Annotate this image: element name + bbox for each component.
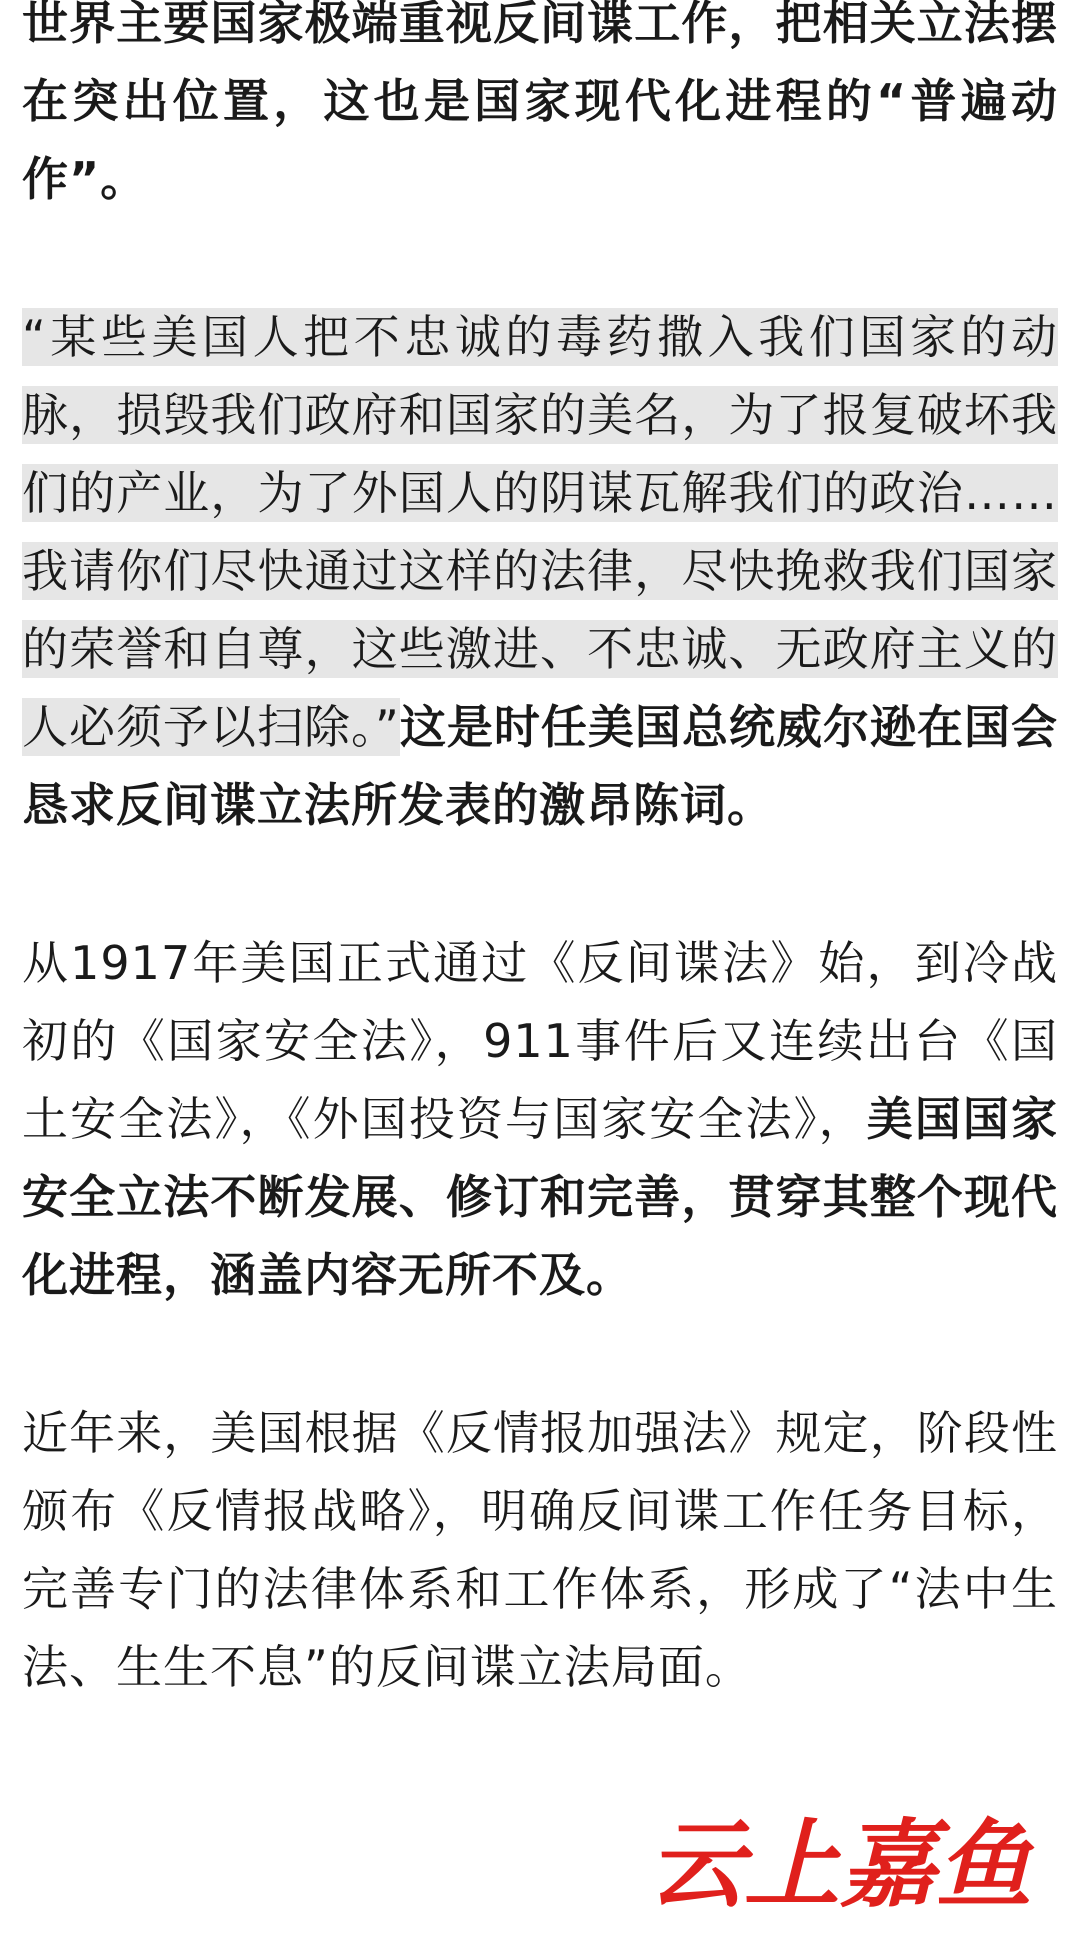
paragraph-gap	[22, 844, 1058, 924]
paragraph-3-bold: 美国国家安全立法不断发展、修订和完善，贯穿其整个现代化进程，涵盖内容无所不及。	[22, 1092, 1059, 1302]
paragraph-4: 近年来，美国根据《反情报加强法》规定，阶段性颁布《反情报战略》，明确反间谍工作任务目标，完善专门的法律体系和工作体系，形成了“法中生法、生生不息”的反间谍立法局面。	[22, 1406, 1058, 1694]
watermark-text: 云上嘉鱼	[648, 1810, 1032, 1920]
watermark-logo	[630, 1810, 1050, 1920]
paragraph-3	[22, 924, 1058, 1314]
quote-attribution: 这是时任美国总统威尔逊在国会恳求反间谍立法所发表的激昂陈词。	[22, 700, 1058, 832]
paragraph-3-plain: 从1917年美国正式通过《反间谍法》始，到冷战初的《国家安全法》，911事件后又连续出台《国土安全法》，《外国投资与国家安全法》，	[22, 936, 1058, 1146]
paragraph-2	[22, 298, 1058, 844]
paragraph-1: 世界主要国家极端重视反间谍工作，把相关立法摆在突出位置，这也是国家现代化进程的“普遍动作”。	[22, 0, 1058, 206]
paragraph-gap	[22, 1314, 1058, 1394]
article-body	[22, 0, 1058, 1706]
paragraph-gap	[22, 218, 1058, 298]
quote-highlight: “某些美国人把不忠诚的毒药撒入我们国家的动脉，损毁我们政府和国家的美名，为了报复破坏我们的产业，为了外国人的阴谋瓦解我们的政治……我请你们尽快通过这样的法律，尽快挽救我们国家的荣誉和自尊，这些激进、不忠诚、无政府主义的人必须予以扫除。”	[22, 310, 1058, 754]
